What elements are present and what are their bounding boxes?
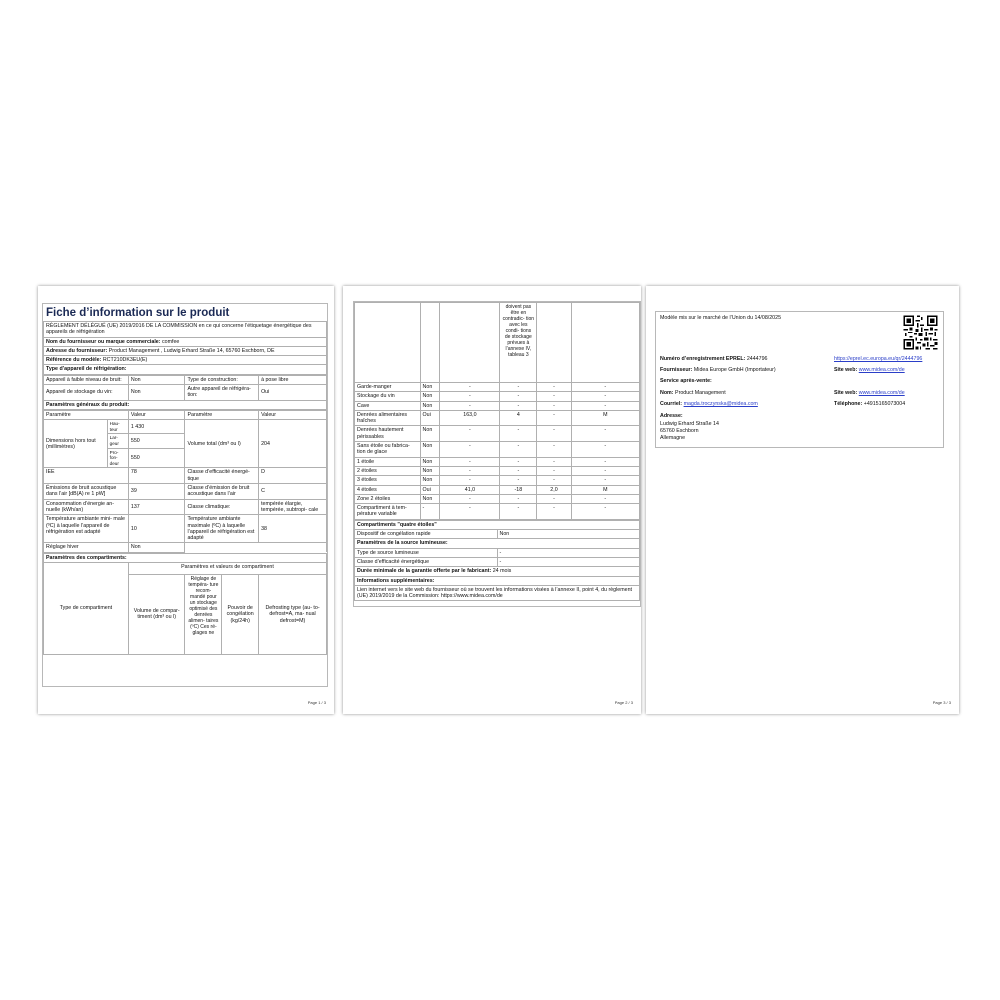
dimension-depth-label: Pro- fon- deur <box>107 448 128 468</box>
wine-label: Appareil de stockage du vin: <box>44 385 129 401</box>
additional-info-table <box>354 520 640 602</box>
climate-class-label: Classe climatique: <box>185 499 259 515</box>
address-label: Adresse: <box>660 413 683 419</box>
col-header-param-2: Paramètre <box>185 410 259 419</box>
noise-emission-value: 39 <box>128 484 185 500</box>
dimension-width-label: Lar- geur <box>107 434 128 448</box>
iee-value: 78 <box>128 468 185 484</box>
service-website-link[interactable]: www.midea.com/de <box>858 390 905 396</box>
energy-consumption-label: Consommation d’énergie an- nuelle (kWh/an) <box>44 499 129 515</box>
supplier-website-link[interactable]: https://www.midea.com/de <box>440 593 503 600</box>
dimension-width-value: 550 <box>128 434 185 448</box>
eprel-link[interactable]: https://eprel.ec.europa.eu/qr/2444796 <box>834 356 923 362</box>
dimension-height-value: 1 430 <box>128 420 185 434</box>
freezing-capacity-header: Pouvoir de congélation (kg/24h) <box>222 574 259 654</box>
page-number: Page 2 / 3 <box>614 700 633 705</box>
appliance-type-table <box>43 375 327 410</box>
table-row: Cave Non - - - - <box>355 401 640 410</box>
table-row: Zone 2 étoiles Non - - - - <box>355 494 640 503</box>
table-row: 2 étoiles Non - - - - <box>355 466 640 475</box>
construction-label: Type de construction: <box>185 375 259 384</box>
max-temp-value: 38 <box>259 515 327 543</box>
wine-value: Non <box>128 385 185 401</box>
supplier-row: Fournisseur: Midea Europe GmbH (Importateur) <box>660 367 776 373</box>
dimension-height-label: Hau- teur <box>107 420 128 434</box>
supplier-table <box>43 321 327 375</box>
address-line-2: 65760 Eschborn <box>660 428 699 434</box>
winter-setting-value: Non <box>128 543 185 552</box>
table-row: Garde-manger Non - - - - <box>355 383 640 392</box>
iee-label: IEE <box>44 468 129 484</box>
eprel-row: Numéro d’enregistrement EPREL: 2444796 <box>660 356 768 362</box>
winter-setting-label: Réglage hiver <box>44 543 129 552</box>
contact-name-row: Nom: Product Management <box>660 390 726 396</box>
address-line-1: Ludwig Erhard Straße 14 <box>660 421 719 427</box>
quick-freeze-value: Non <box>497 530 640 539</box>
table-row: 1 étoile Non - - - - <box>355 457 640 466</box>
compartment-values-header: Paramètres et valeurs de compartiment <box>128 562 326 574</box>
compartment-type-header: Type de compartiment <box>44 562 129 654</box>
table-row: 4 étoiles Oui 41,0 -18 2,0 M <box>355 485 640 494</box>
light-class-value: - <box>497 557 640 566</box>
quick-freeze-label: Dispositif de congélation rapide <box>355 530 498 539</box>
service-website-row: Site web: www.midea.com/de <box>834 390 905 396</box>
low-noise-value: Non <box>128 375 185 384</box>
supplier-link-row: Lien internet vers le site web du fournisseur où se trouvent les informations visées à l’annexe II, point 4, du règlement (UE) 2019/2019 de la Commission: https://www.midea.com/de <box>355 585 640 601</box>
appliance-type-heading: Type d’appareil de réfrigération: <box>44 365 327 374</box>
col-header-param: Paramètre <box>44 410 129 419</box>
general-params-table <box>43 410 327 553</box>
min-temp-label: Température ambiante mini- male (ºC) à laquelle l’appareil de réfrigération est adapté <box>44 515 129 543</box>
page-number: Page 1 / 3 <box>307 700 326 705</box>
defrost-type-header: Defrosting type (au- to-defrost=A, ma- nual defrost=M) <box>259 574 327 654</box>
light-class-label: Classe d’efficacité énergétique <box>355 557 498 566</box>
compartment-volume-header: Volume de compar- timent (dm³ ou l) <box>128 574 185 654</box>
supplier-address-row: Adresse du fournisseur: Product Management , Ludwig Erhard Straße 14, 65760 Eschborn, DE <box>44 346 327 355</box>
other-appliance-value: Oui <box>259 385 327 401</box>
table-row: Denrées alimentaires fraîches Oui 163,0 4 - M <box>355 410 640 426</box>
energy-consumption-value: 137 <box>128 499 185 515</box>
regulation-text: RÈGLEMENT DÉLÉGUÉ (UE) 2019/2016 DE LA COMMISSION en ce qui concerne l’étiquetage énergétique des appareils de réfrigération <box>44 322 327 338</box>
compartment-params-heading: Paramètres des compartiments: <box>44 553 327 562</box>
dimension-depth-value: 550 <box>128 448 185 468</box>
light-type-label: Type de source lumineuse <box>355 548 498 557</box>
supplier-website-row: Site web: www.midea.com/de <box>834 367 905 373</box>
construction-value: à pose libre <box>259 375 327 384</box>
max-temp-label: Température ambiante maximale (ºC) à laquelle l’appareil de réfrigération est adapté <box>185 515 259 543</box>
table-row: Sans étoile ou fabrica- tion de glace Non - - - - <box>355 442 640 458</box>
other-appliance-label: Autre appareil de réfrigéra- tion: <box>185 385 259 401</box>
market-date: Modèle mis sur le marché de l’Union du 14/08/2025 <box>660 315 782 321</box>
supplier-website-link[interactable]: www.midea.com/de <box>858 367 905 373</box>
page-number: Page 3 / 3 <box>932 700 951 705</box>
table-row: Stockage du vin Non - - - - <box>355 392 640 401</box>
email-link[interactable]: magda.troczynska@midea.com <box>683 401 758 407</box>
table-row: Compartiment à tem- pérature variable - - - - - <box>355 504 640 520</box>
four-star-heading: Compartiments "quatre étoiles" <box>355 520 640 529</box>
light-type-value: - <box>497 548 640 557</box>
dimensions-label: Dimensions hors tout (millimètres) <box>44 420 108 468</box>
model-reference-row: Référence du modèle: RCT210DK3EU(E) <box>44 356 327 365</box>
email-row: Courriel: magda.troczynska@midea.com <box>660 401 758 407</box>
qr-code-icon <box>902 314 939 351</box>
document-page-1 <box>38 286 334 714</box>
noise-class-label: Classe d’émission de bruit acoustique dans l’air <box>185 484 259 500</box>
energy-class-label: Classe d’efficacité énergé- tique <box>185 468 259 484</box>
address-line-3: Allemagne <box>660 435 686 441</box>
total-volume-label: Volume total (dm³ ou l) <box>185 420 259 468</box>
compartment-continuation <box>353 301 641 607</box>
min-temp-value: 10 <box>128 515 185 543</box>
compartment-rows-table <box>354 302 640 520</box>
table-row: 3 étoiles Non - - - - <box>355 476 640 485</box>
col-header-value-2: Valeur <box>259 410 327 419</box>
document-page-2 <box>343 286 641 714</box>
product-info-sheet <box>42 303 328 687</box>
warranty-row: Durée minimale de la garantie offerte par le fabricant: 24 mois <box>355 567 640 576</box>
eprel-info-box <box>655 311 944 448</box>
noise-emission-label: Émissions de bruit acoustique dans l’air [dB(A) re 1 pW] <box>44 484 129 500</box>
supplier-name-row: Nom du fournisseur ou marque commerciale: comfee <box>44 337 327 346</box>
general-params-heading: Paramètres généraux du produit: <box>44 400 327 409</box>
climate-class-value: tempérée élargie, tempérée, subtropi- cale <box>259 499 327 515</box>
table-row: Denrées hautement périssables Non - - - - <box>355 426 640 442</box>
light-source-heading: Paramètres de la source lumineuse: <box>355 539 640 548</box>
document-title: Fiche d’information sur le produit <box>46 307 230 319</box>
document-page-3 <box>646 286 959 714</box>
energy-class-value: D <box>259 468 327 484</box>
noise-class-value: C <box>259 484 327 500</box>
col-header-value: Valeur <box>128 410 185 419</box>
storage-conditions-note: doivent pas être en contradic- tion avec les condi- tions de stockage prévues à l’annexe IV, tableau 3 <box>500 303 537 383</box>
after-sales-heading: Service après-vente: <box>660 378 712 384</box>
total-volume-value: 204 <box>259 420 327 468</box>
additional-info-heading: Informations supplémentaires: <box>355 576 640 585</box>
low-noise-label: Appareil à faible niveau de bruit: <box>44 375 129 384</box>
recommended-temp-header: Réglage de tempéra- ture recom- mandé pour un stockage optimisé des denrées alimen- taires (ºC) Ces ré- glages ne <box>185 574 222 654</box>
phone-row: Téléphone: +4915165073004 <box>834 401 906 407</box>
compartment-table <box>43 553 327 655</box>
